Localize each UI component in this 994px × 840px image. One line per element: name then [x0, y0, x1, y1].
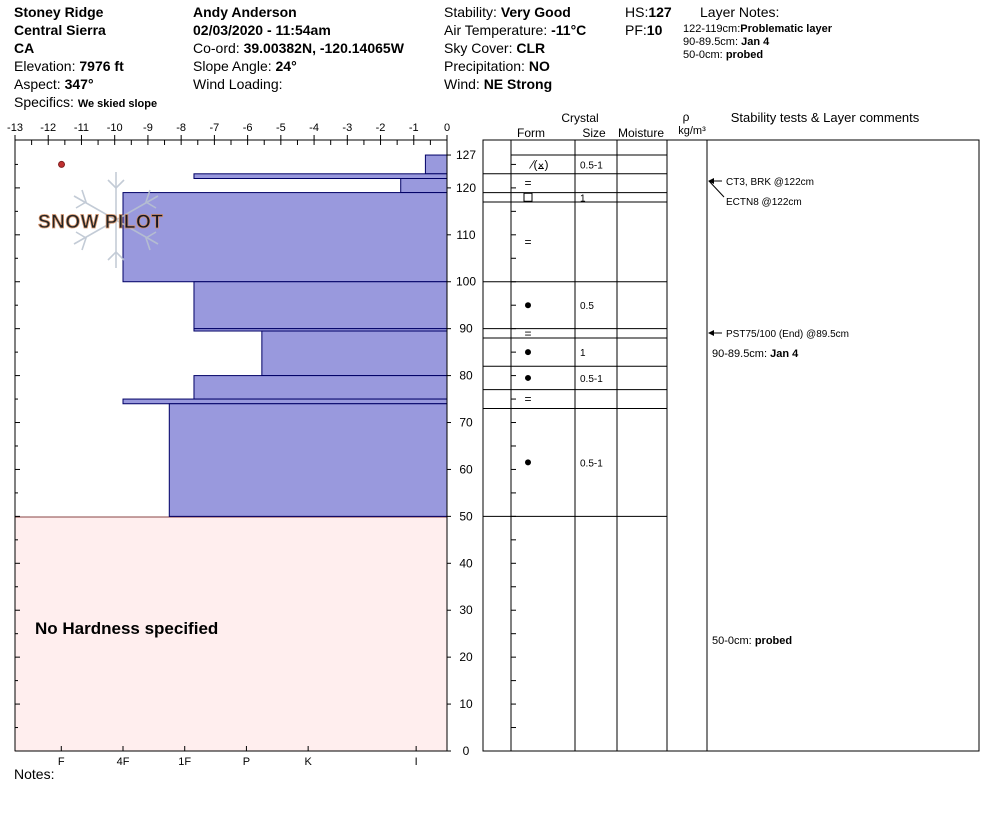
crystal-size: 0.5-1	[580, 373, 603, 385]
observer-name: Andy Anderson	[193, 4, 297, 20]
hardness-tick-label: I	[414, 756, 418, 768]
air-temp-value: -11°C	[551, 22, 587, 38]
hardness-bars	[123, 155, 447, 516]
crystal-form-crust-icon: =	[524, 234, 532, 249]
pf-value: 10	[646, 22, 663, 38]
temp-tick-label: -5	[275, 122, 286, 134]
hardness-bar	[425, 155, 447, 174]
crystal-size: 1	[580, 193, 586, 205]
layer-note-range: 90-89.5cm:	[683, 36, 739, 48]
notes-label: Notes:	[14, 766, 55, 782]
hs-value: 127	[648, 4, 672, 20]
temp-tick-label: -11	[73, 122, 90, 134]
crystal-form-rounded-icon	[525, 459, 531, 465]
hardness-bar	[123, 399, 447, 404]
temp-tick-label: -1	[408, 122, 419, 134]
temp-tick-label: -8	[176, 122, 187, 134]
temp-tick-label: -4	[309, 122, 319, 134]
crystal-size: 0.5-1	[580, 160, 603, 172]
coord-label: Co-ord:	[193, 40, 240, 56]
crystal-form-rounded-icon	[525, 349, 531, 355]
elevation-value: 7976 ft	[79, 58, 124, 74]
depth-tick-label: 70	[459, 415, 473, 430]
hardness-tick-label: K	[304, 756, 312, 768]
wind-label: Wind:	[444, 76, 480, 92]
wind-loading-label: Wind Loading:	[193, 76, 283, 92]
layer-comment-text: probed	[754, 635, 793, 647]
temp-tick-label: -12	[40, 122, 57, 134]
aspect-value: 347°	[64, 76, 94, 92]
stability-label: Stability:	[444, 4, 497, 20]
hardness-bar	[262, 331, 447, 376]
air-temp-label: Air Temperature:	[444, 22, 548, 38]
crystal-form-rounded-icon	[525, 375, 531, 381]
temp-tick-label: -6	[242, 122, 253, 134]
depth-tick-label: 110	[456, 227, 476, 242]
hardness-tick-label: 4F	[116, 756, 130, 768]
crystal-form-mixed-icon: ∕(⨱)	[531, 157, 549, 172]
depth-tick-label: 0	[462, 744, 470, 758]
stability-test: PST75/100 (End) @89.5cm	[726, 329, 849, 340]
layer-note-text: probed	[725, 49, 764, 61]
temp-tick-label: -7	[209, 122, 220, 134]
layer-note-range: 122-119cm:	[683, 23, 741, 35]
layer-note-range: 50-0cm:	[683, 49, 723, 61]
crystal-form-crust-icon: =	[524, 326, 532, 341]
depth-tick-label: 50	[459, 509, 473, 524]
layer-comment	[712, 348, 799, 360]
precipitation-value: NO	[528, 58, 550, 74]
hardness-bar	[169, 404, 447, 517]
temp-tick-label: -10	[106, 122, 123, 134]
hardness-bar	[194, 282, 447, 329]
coord-value: 39.00382N, -120.14065W	[243, 40, 404, 56]
temp-tick-label: -2	[375, 122, 386, 134]
depth-tick-label: 127	[455, 148, 477, 163]
layer-note-text: Jan 4	[741, 36, 770, 48]
layer-comment-text: Jan 4	[770, 348, 799, 360]
temp-tick-label: -13	[7, 122, 23, 134]
layer-table-frame	[483, 140, 979, 751]
depth-tick-label: 90	[459, 321, 473, 336]
hardness-tick-label: 1F	[178, 756, 192, 768]
crystal-form-faceted-icon	[524, 193, 532, 201]
temperature-point	[59, 161, 65, 167]
state-name: CA	[14, 40, 35, 56]
temp-tick-label: -3	[342, 122, 353, 134]
temperature-points	[59, 161, 65, 167]
temp-tick-label: 0	[443, 122, 451, 134]
density-rho-header: ρ	[682, 110, 690, 124]
hardness-bar	[194, 174, 447, 179]
crystal-size: 0.5-1	[580, 458, 603, 470]
sky-cover-value: CLR	[516, 40, 546, 56]
range-name: Central Sierra	[14, 22, 106, 38]
sky-cover-label: Sky Cover:	[444, 40, 513, 56]
depth-tick-label: 30	[459, 603, 473, 618]
crystal-header: Crystal	[561, 111, 599, 125]
depth-axis	[447, 148, 476, 758]
layer-notes-title: Layer Notes:	[700, 4, 780, 20]
snowpilot-logo-text: SNOW PILOT	[38, 212, 164, 233]
location-name: Stoney Ridge	[14, 4, 104, 20]
crystal-form-rounded-icon	[525, 302, 531, 308]
stability-test: CT3, BRK @122cm	[726, 177, 814, 188]
pf-label: PF:	[625, 22, 647, 38]
observation-datetime: 02/03/2020 - 11:54am	[193, 22, 331, 38]
size-header: Size	[582, 126, 606, 140]
layer-comment	[712, 635, 792, 647]
comments-header: Stability tests & Layer comments	[730, 110, 920, 125]
stability-test-arrows	[709, 181, 724, 333]
slope-value: 24°	[275, 58, 297, 74]
depth-tick-label: 60	[459, 462, 473, 477]
depth-tick-label: 100	[455, 274, 477, 289]
layer-comment-range: 90-89.5cm:	[712, 348, 768, 360]
hardness-tick-label: F	[57, 756, 65, 768]
hardness-bar	[194, 376, 447, 399]
hardness-bar	[123, 193, 447, 282]
specifics-value: We skied slope	[77, 98, 158, 110]
layer-comment-range: 50-0cm:	[712, 635, 752, 647]
crystal-form-crust-icon: =	[524, 392, 532, 407]
hardness-tick-label: P	[242, 756, 251, 768]
depth-tick-label: 10	[459, 697, 473, 712]
depth-tick-label: 40	[459, 556, 473, 571]
hardness-bar	[401, 179, 447, 193]
stability-test: ECTN8 @122cm	[726, 197, 802, 208]
stability-test-arrowheads	[708, 178, 714, 336]
crystal-form-crust-icon: =	[524, 176, 532, 191]
wind-value: NE Strong	[483, 76, 553, 92]
stability-value: Very Good	[500, 4, 571, 20]
depth-tick-label: 20	[459, 650, 473, 665]
specifics-label: Specifics:	[14, 94, 74, 110]
depth-tick-label: 120	[455, 180, 477, 195]
elevation-label: Elevation:	[14, 58, 76, 74]
moisture-header: Moisture	[617, 126, 665, 140]
slope-label: Slope Angle:	[193, 58, 272, 74]
table-depth-ticks	[511, 164, 516, 727]
crystal-size: 0.5	[580, 301, 594, 313]
hs-label: HS:	[625, 4, 649, 20]
precipitation-label: Precipitation:	[444, 58, 525, 74]
depth-tick-label: 80	[459, 368, 473, 383]
form-header: Form	[517, 126, 545, 140]
no-hardness-text: No Hardness specified	[35, 619, 219, 638]
temp-tick-label: -9	[143, 122, 153, 134]
density-unit-header: kg/m³	[678, 125, 706, 137]
temperature-axis	[7, 122, 450, 145]
aspect-label: Aspect:	[14, 76, 61, 92]
layer-note-text: Problematic layer	[740, 23, 832, 35]
crystal-size: 1	[580, 348, 586, 360]
